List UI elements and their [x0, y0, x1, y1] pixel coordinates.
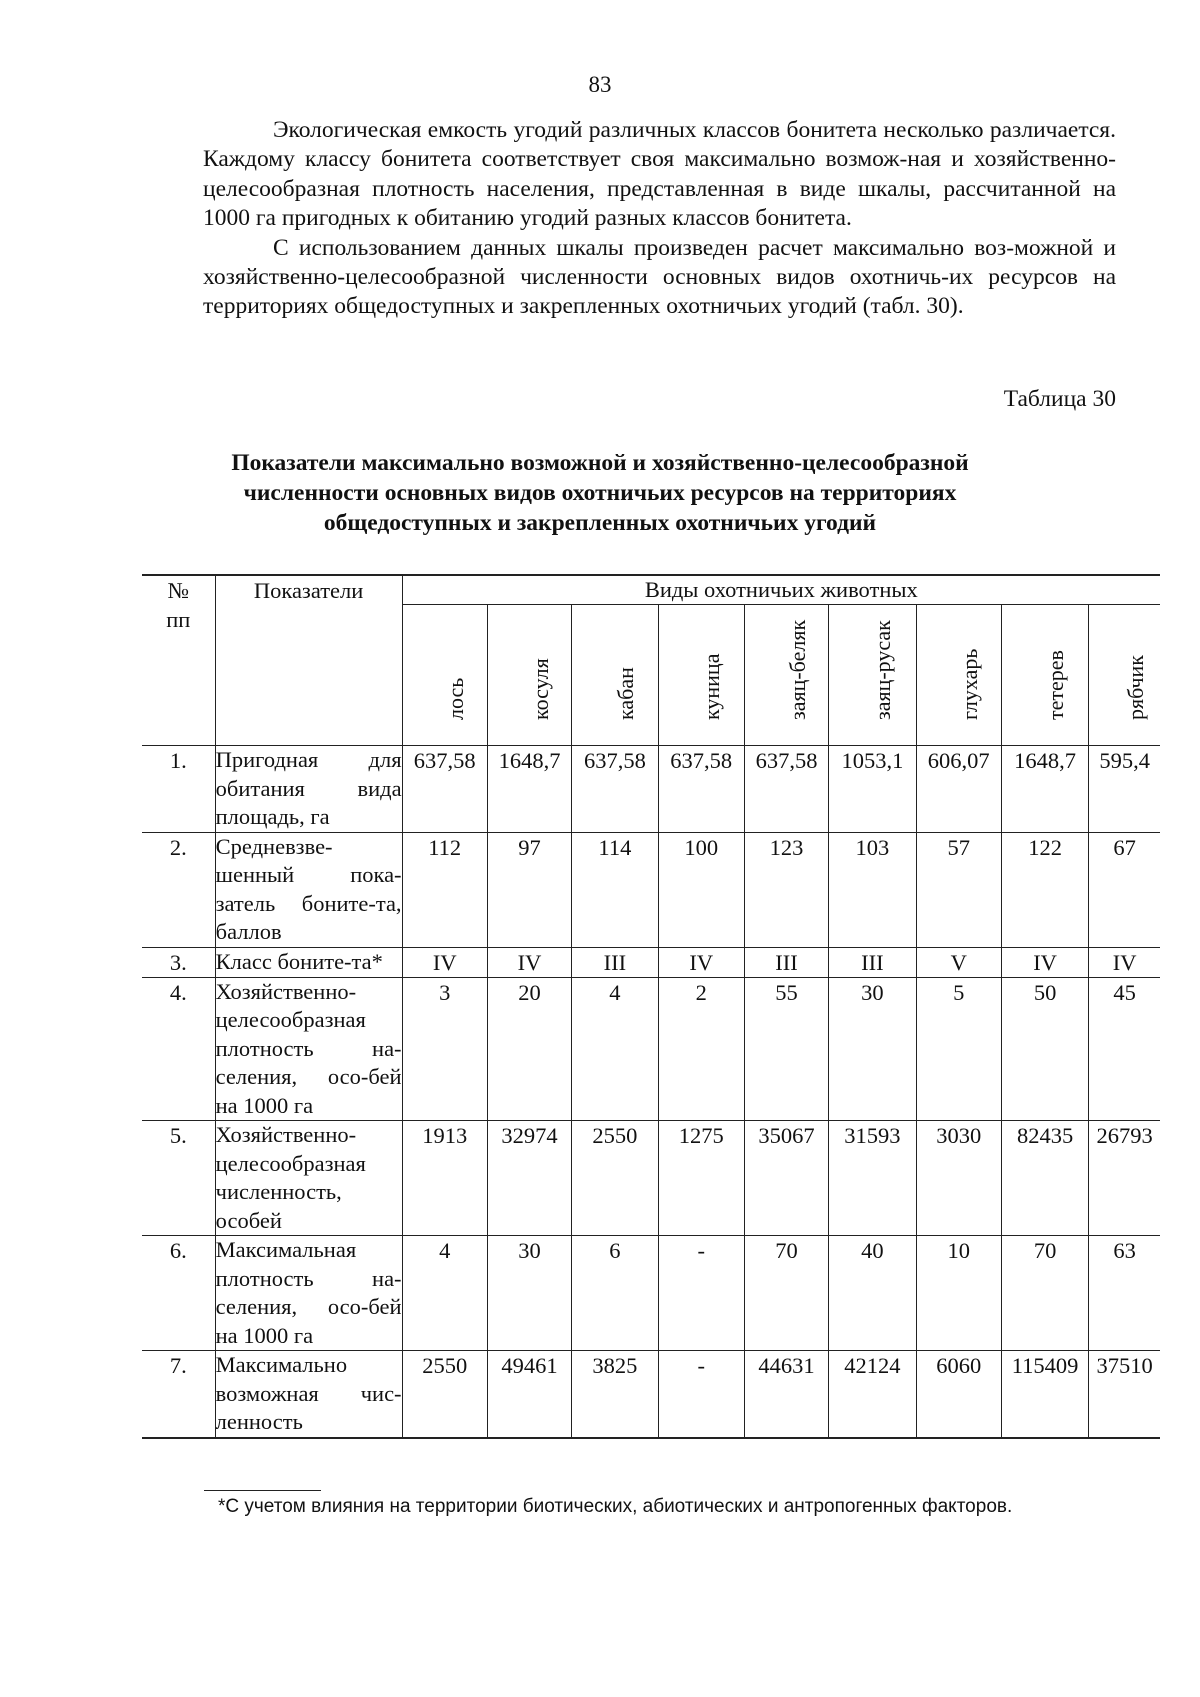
- table-cell: 123: [744, 832, 828, 947]
- table-cell: 3: [402, 977, 487, 1121]
- table-row: [142, 1236, 1160, 1351]
- table-cell: 1913: [402, 1121, 487, 1236]
- table-cell: 44631: [744, 1351, 828, 1438]
- table-cell: 3030: [916, 1121, 1001, 1236]
- species-label: кабан: [612, 667, 638, 720]
- species-header: [1089, 605, 1160, 746]
- table-title-line: численности основных видов охотничьих ресурсов на территориях: [243, 480, 957, 506]
- table-cell: IV: [1001, 947, 1088, 977]
- table-cell: -: [658, 1236, 744, 1351]
- table-cell: 637,58: [658, 746, 744, 833]
- species-header: [744, 605, 828, 746]
- table-cell: 82435: [1001, 1121, 1088, 1236]
- table-row: [142, 947, 1160, 977]
- table-cell: 4: [572, 977, 658, 1121]
- species-header: [829, 605, 916, 746]
- paragraph: С использованием данных шкалы произведен расчет максимально воз-можной и хозяйственно-целесообразной численности основных видов охотничь-их ресурсов на территориях общедоступных и закрепленных охотничьих угодий (табл. 30).: [203, 234, 1116, 320]
- table-cell: 55: [744, 977, 828, 1121]
- table-cell: 637,58: [402, 746, 487, 833]
- row-label: Максимальная плотность на-селения, осо-бей на 1000 га: [215, 1236, 402, 1351]
- table-cell: 42124: [829, 1351, 916, 1438]
- row-label: Пригодная для обитания вида площадь, га: [215, 746, 402, 833]
- table-cell: 67: [1089, 832, 1160, 947]
- table-cell: 4: [402, 1236, 487, 1351]
- table-cell: 97: [487, 832, 571, 947]
- table-cell: 115409: [1001, 1351, 1088, 1438]
- table-row: [142, 832, 1160, 947]
- table-cell: 5: [916, 977, 1001, 1121]
- footnote-rule: [204, 1490, 321, 1491]
- table-cell: 1648,7: [487, 746, 571, 833]
- table-cell: 50: [1001, 977, 1088, 1121]
- table-cell: III: [744, 947, 828, 977]
- table-row: [142, 746, 1160, 833]
- table-cell: 103: [829, 832, 916, 947]
- species-label: косуля: [527, 658, 553, 720]
- row-label: Класс боните-та*: [215, 947, 402, 977]
- species-header: [487, 605, 571, 746]
- table-row: [142, 977, 1160, 1121]
- species-header: [572, 605, 658, 746]
- table-cell: III: [829, 947, 916, 977]
- body-text: [203, 116, 1116, 322]
- row-number: 4.: [142, 977, 215, 1121]
- header-indicator: Показатели: [215, 575, 402, 746]
- table-cell: 6: [572, 1236, 658, 1351]
- table-header-row: [142, 575, 1160, 605]
- header-species-group: Виды охотничьих животных: [402, 575, 1160, 605]
- table-cell: 31593: [829, 1121, 916, 1236]
- table-cell: 30: [487, 1236, 571, 1351]
- row-number: 3.: [142, 947, 215, 977]
- table-cell: 100: [658, 832, 744, 947]
- table-cell: 45: [1089, 977, 1160, 1121]
- table-title-line: общедоступных и закрепленных охотничьих угодий: [323, 510, 877, 536]
- table-cell: IV: [658, 947, 744, 977]
- species-label: заяц-русак: [870, 620, 896, 720]
- header-num: [142, 575, 215, 746]
- data-table: [142, 574, 1160, 1439]
- table-cell: 30: [829, 977, 916, 1121]
- header-num-line: пп: [166, 607, 191, 632]
- table-cell: 595,4: [1089, 746, 1160, 833]
- table-cell: 1648,7: [1001, 746, 1088, 833]
- species-label: глухарь: [956, 648, 982, 720]
- table-cell: 37510: [1089, 1351, 1160, 1438]
- row-label: Средневзве-шенный пока-затель боните-та, баллов: [215, 832, 402, 947]
- species-header: [658, 605, 744, 746]
- table-cell: 26793: [1089, 1121, 1160, 1236]
- table-row: [142, 1121, 1160, 1236]
- table-cell: -: [658, 1351, 744, 1438]
- table-cell: 6060: [916, 1351, 1001, 1438]
- row-label: Хозяйственно-целесообразная численность, особей: [215, 1121, 402, 1236]
- page-number: 83: [588, 72, 612, 97]
- table-cell: 2: [658, 977, 744, 1121]
- species-label: рябчик: [1122, 654, 1148, 720]
- row-number: 7.: [142, 1351, 215, 1438]
- table-row: [142, 1351, 1160, 1438]
- table-cell: III: [572, 947, 658, 977]
- table-cell: 637,58: [572, 746, 658, 833]
- table-cell: 35067: [744, 1121, 828, 1236]
- table-cell: 3825: [572, 1351, 658, 1438]
- table-cell: IV: [487, 947, 571, 977]
- species-label: тетерев: [1043, 650, 1069, 720]
- table-cell: 1275: [658, 1121, 744, 1236]
- footnote: *С учетом влияния на территории биотических, абиотических и антропогенных факторов.: [218, 1496, 1013, 1517]
- table-cell: 122: [1001, 832, 1088, 947]
- species-label: лось: [442, 677, 468, 720]
- table-cell: 57: [916, 832, 1001, 947]
- table-cell: 2550: [572, 1121, 658, 1236]
- table-cell: 2550: [402, 1351, 487, 1438]
- table-label: Таблица 30: [1003, 386, 1116, 412]
- species-header: [402, 605, 487, 746]
- species-label: куница: [699, 653, 725, 720]
- table-cell: 70: [744, 1236, 828, 1351]
- row-number: 1.: [142, 746, 215, 833]
- table-cell: 63: [1089, 1236, 1160, 1351]
- table-cell: 10: [916, 1236, 1001, 1351]
- table-cell: 112: [402, 832, 487, 947]
- species-label: заяц-беляк: [784, 619, 810, 720]
- table-cell: IV: [402, 947, 487, 977]
- row-number: 5.: [142, 1121, 215, 1236]
- row-number: 6.: [142, 1236, 215, 1351]
- paragraph: Экологическая емкость угодий различных классов бонитета несколько различается. Каждому классу бонитета соответствует своя максимально возмож-ная и хозяйственно-целесообразная плотность населения, представленная в виде шкалы, рассчитанной на 1000 га пригодных к обитанию угодий разных классов бонитета.: [203, 117, 1116, 232]
- row-label: Максимально возможная чис-ленность: [215, 1351, 402, 1438]
- row-number: 2.: [142, 832, 215, 947]
- table-cell: 32974: [487, 1121, 571, 1236]
- table-title: [140, 448, 1060, 538]
- table-cell: 49461: [487, 1351, 571, 1438]
- table-cell: 20: [487, 977, 571, 1121]
- header-num-line: №: [167, 578, 190, 603]
- table-cell: 114: [572, 832, 658, 947]
- table-cell: 637,58: [744, 746, 828, 833]
- table-title-line: Показатели максимально возможной и хозяйственно-целесообразной: [231, 450, 969, 476]
- table-cell: IV: [1089, 947, 1160, 977]
- table-cell: V: [916, 947, 1001, 977]
- table-cell: 40: [829, 1236, 916, 1351]
- table-cell: 70: [1001, 1236, 1088, 1351]
- table-cell: 1053,1: [829, 746, 916, 833]
- species-header: [1001, 605, 1088, 746]
- species-header: [916, 605, 1001, 746]
- table-cell: 606,07: [916, 746, 1001, 833]
- row-label: Хозяйственно-целесообразная плотность на-селения, осо-бей на 1000 га: [215, 977, 402, 1121]
